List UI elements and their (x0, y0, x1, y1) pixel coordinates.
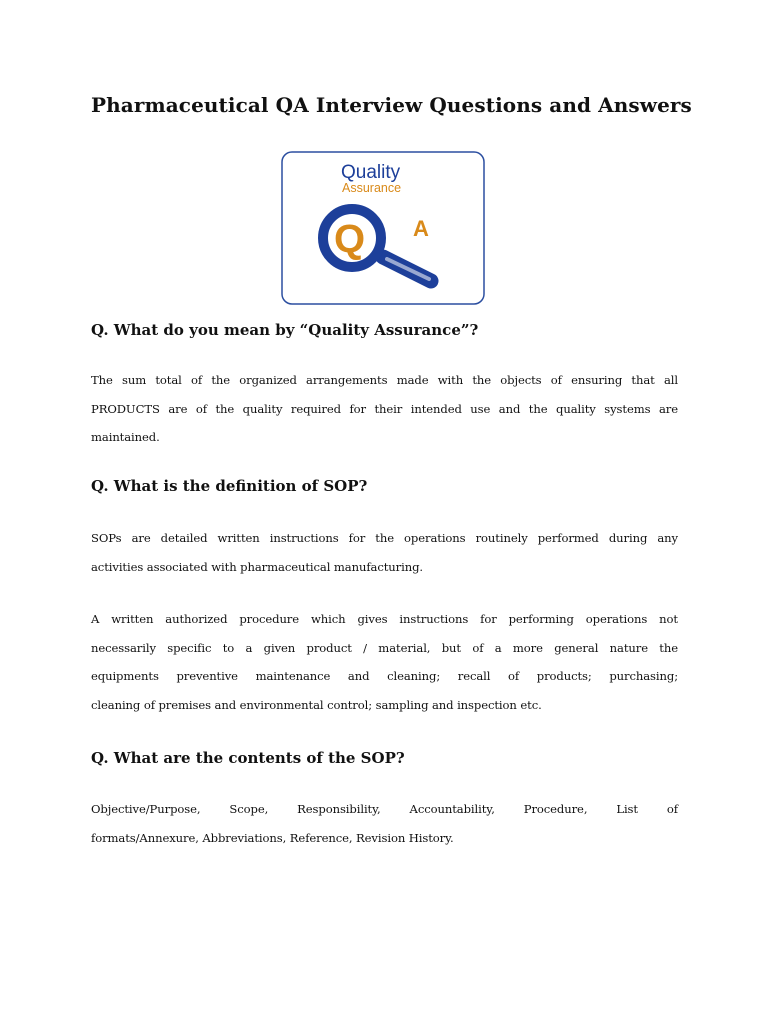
paragraph-line: PRODUCTS are of the quality required for their intended use and the quality systems are (91, 401, 678, 416)
paragraph (91, 795, 678, 852)
document-title: Pharmaceutical QA Interview Questions and Answers (91, 93, 692, 117)
paragraph-line: necessarily specific to a given product / material, but of a more general nature the (91, 640, 678, 655)
paragraph-line: activities associated with pharmaceutical manufacturing. (91, 559, 423, 574)
section-heading: Q. What are the contents of the SOP? (91, 749, 405, 767)
paragraph-line: formats/Annexure, Abbreviations, Reference, Revision History. (91, 830, 454, 845)
paragraph (91, 524, 678, 581)
paragraph-line: The sum total of the organized arrangements made with the objects of ensuring that all (91, 373, 678, 387)
logo-letter-q: Q (334, 217, 366, 261)
paragraph-line: A written authorized procedure which gives instructions for performing operations not (91, 612, 678, 626)
paragraph-line: Objective/Purpose, Scope, Responsibility, Accountability, Procedure, List of (91, 802, 678, 816)
logo-text-quality: Quality (341, 162, 401, 183)
paragraph-line: SOPs are detailed written instructions for the operations routinely performed during any (91, 531, 678, 545)
paragraph-line: equipments preventive maintenance and cleaning; recall of products; purchasing; (91, 669, 678, 683)
quality-assurance-logo (281, 151, 485, 305)
paragraph (91, 366, 678, 452)
logo-letter-a: A (413, 216, 429, 241)
section-heading: Q. What is the definition of SOP? (91, 477, 368, 495)
section-heading: Q. What do you mean by “Quality Assurance”? (91, 321, 479, 339)
paragraph (91, 605, 678, 719)
paragraph-line: cleaning of premises and environmental control; sampling and inspection etc. (91, 697, 542, 712)
paragraph-line: maintained. (91, 430, 160, 444)
logo-text-assurance: Assurance (342, 181, 402, 195)
